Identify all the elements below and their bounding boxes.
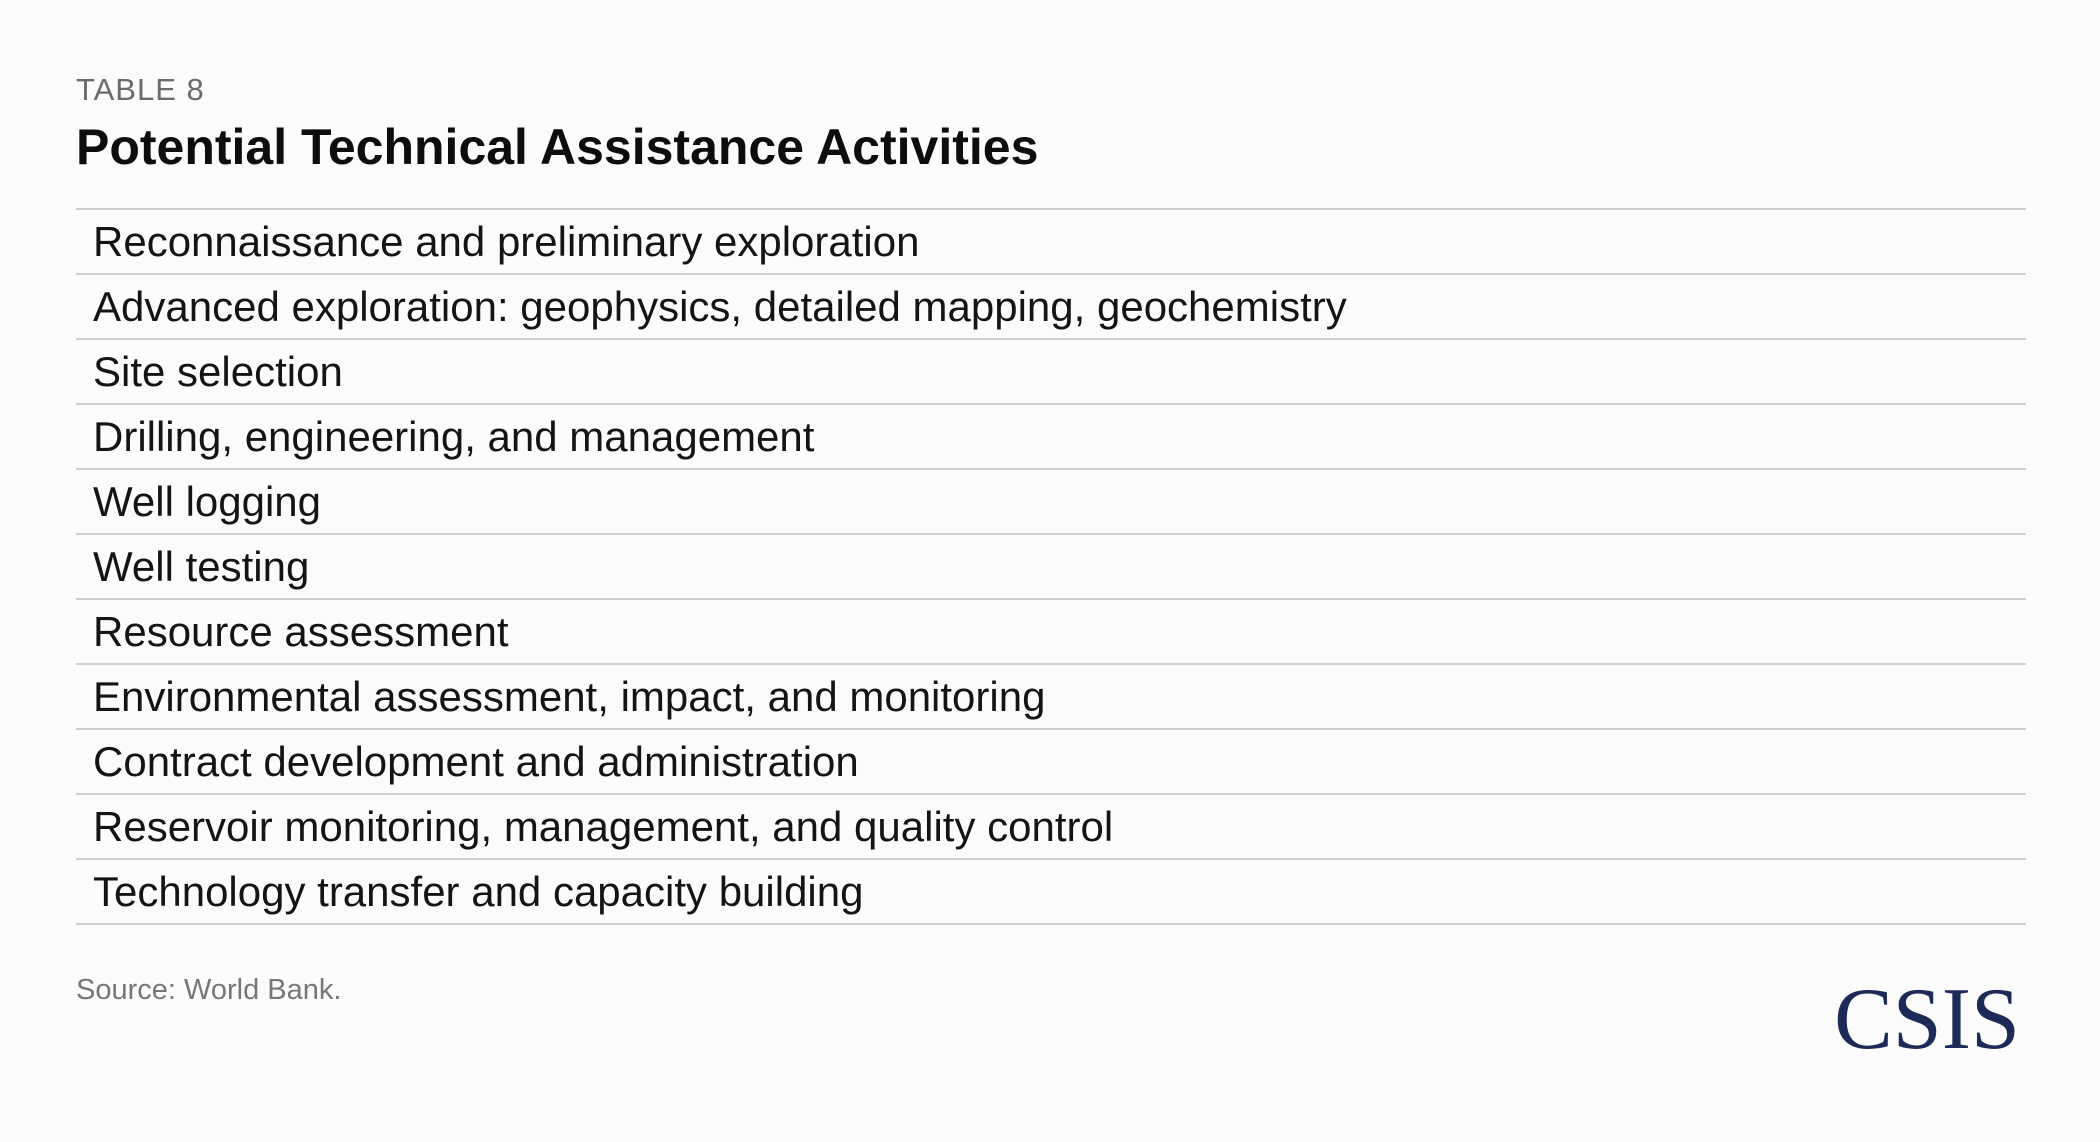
table-row: Drilling, engineering, and management [76, 405, 2026, 470]
table-row: Resource assessment [76, 600, 2026, 665]
table-row: Well logging [76, 470, 2026, 535]
table-row: Technology transfer and capacity building [76, 860, 2026, 925]
table-title: Potential Technical Assistance Activities [76, 119, 1039, 175]
table-row: Well testing [76, 535, 2026, 600]
table-row: Environmental assessment, impact, and monitoring [76, 665, 2026, 730]
activities-table [76, 208, 2026, 925]
table-number: TABLE 8 [76, 72, 205, 107]
table-row: Advanced exploration: geophysics, detailed mapping, geochemistry [76, 275, 2026, 340]
table-row: Reconnaissance and preliminary exploration [76, 210, 2026, 275]
source-note: Source: World Bank. [76, 974, 342, 1006]
table-row: Reservoir monitoring, management, and quality control [76, 795, 2026, 860]
csis-logo: CSIS [1834, 971, 2020, 1068]
table-row: Contract development and administration [76, 730, 2026, 795]
table-row: Site selection [76, 340, 2026, 405]
